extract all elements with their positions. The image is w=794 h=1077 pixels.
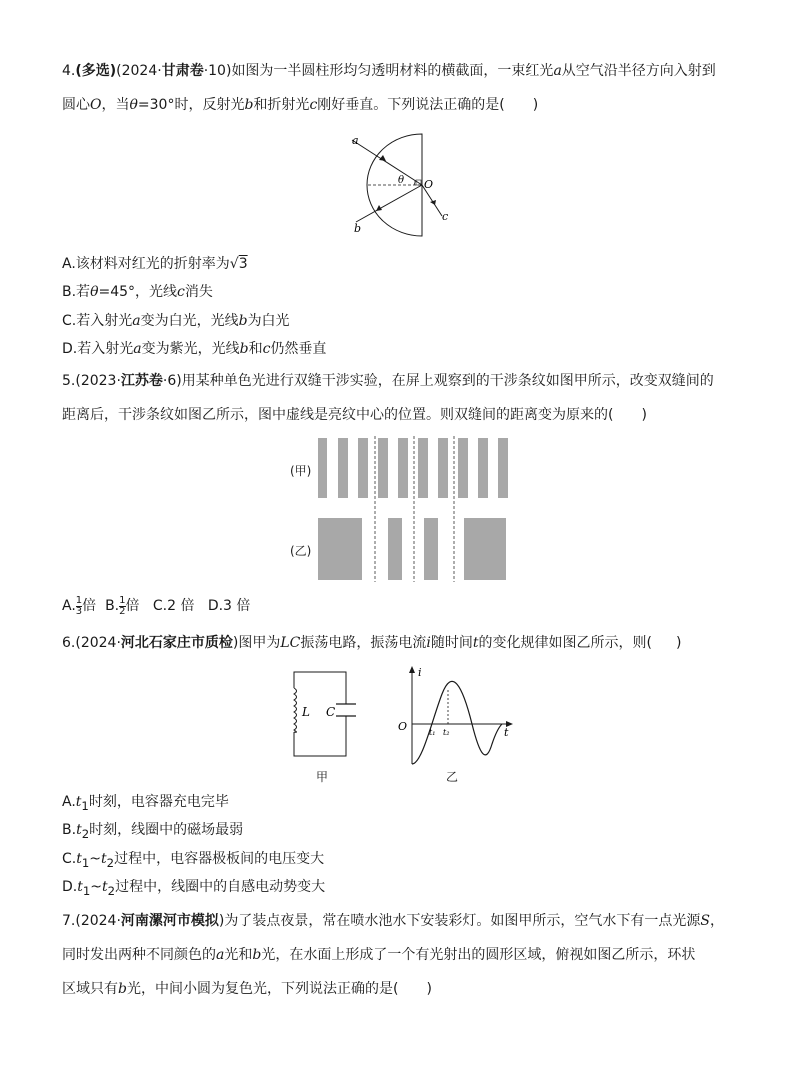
q4-stem-text: =30°时，反射光 bbox=[137, 97, 245, 113]
q7-stem-text: ， bbox=[709, 913, 724, 929]
q7-var-S: S bbox=[700, 913, 710, 929]
q5-stem-text: 用某种单色光进行双缝干涉实验，在屏上观察到的干涉条纹如图甲所示，改变双缝间的 bbox=[181, 373, 714, 389]
q6-option-b[interactable] bbox=[62, 819, 243, 845]
q4-option-d-text: 和 bbox=[248, 341, 263, 357]
q6-stem-text: 振荡电路，振荡电流 bbox=[300, 635, 427, 651]
label-theta: θ bbox=[398, 175, 405, 186]
fringe-pattern-jia bbox=[318, 438, 508, 498]
q6-source: 河北石家庄市质检 bbox=[120, 635, 233, 651]
numerator: 1 bbox=[75, 594, 83, 606]
q6-option-b-label: B. bbox=[62, 822, 77, 838]
numerator: 1 bbox=[119, 594, 126, 606]
q4-option-c-a: a bbox=[132, 313, 141, 329]
fringe-bar-jia bbox=[338, 438, 348, 498]
q6-option-d-label: D. bbox=[62, 879, 78, 895]
q4-stem-text: 从空气沿半径方向入射到 bbox=[561, 63, 716, 79]
q6-option-c-label: C. bbox=[62, 851, 77, 867]
q6-option-d-t2: t bbox=[102, 879, 108, 895]
q4-option-b-theta: θ bbox=[90, 284, 99, 300]
q4-option-d-c: c bbox=[262, 341, 271, 357]
q6-option-c-t2: t bbox=[101, 851, 107, 867]
label-C: C bbox=[326, 705, 336, 719]
q4-option-a-radicand: 3 bbox=[238, 256, 248, 272]
q4-option-b-text: =45°，光线 bbox=[98, 284, 178, 300]
q4-stem-text: ，当 bbox=[101, 97, 130, 113]
q6-option-c[interactable] bbox=[62, 848, 324, 874]
q7-stem-text: 光，在水面上形成了一个有光射出的圆形区域，俯视如图乙所示，环状 bbox=[261, 947, 696, 963]
q5-stem bbox=[62, 364, 738, 432]
q4-var-theta: θ bbox=[129, 97, 138, 113]
label-b: b bbox=[354, 222, 362, 235]
q4-option-c-text: 为白光 bbox=[247, 313, 290, 329]
q6-option-d[interactable] bbox=[62, 876, 325, 902]
q6-option-d-t1: t bbox=[77, 879, 83, 895]
q6-option-a-text: 时刻，电容器充电完毕 bbox=[88, 794, 229, 810]
q6-stem-text: 图甲为 bbox=[238, 635, 281, 651]
q5-source-post: ·6) bbox=[162, 373, 182, 389]
q5-label-jia: (甲) bbox=[290, 464, 312, 478]
q5-option-b-unit: 倍 bbox=[125, 598, 140, 614]
q5-source: 江苏卷 bbox=[120, 373, 163, 389]
fringe-bar-jia bbox=[478, 438, 488, 498]
q4-option-c-b: b bbox=[238, 313, 248, 329]
q7-stem-text: 光，中间小圆为复色光，下列说法正确的是( bbox=[126, 981, 399, 997]
q4-option-d-a: a bbox=[133, 341, 142, 357]
reflected-ray-b bbox=[356, 185, 422, 222]
q4-option-b[interactable] bbox=[62, 281, 213, 303]
q7-stem bbox=[62, 904, 738, 1006]
q6-option-d-tilde: ~ bbox=[90, 879, 103, 895]
q7-source-pre: (2024· bbox=[75, 913, 121, 929]
fringe-bar-jia bbox=[378, 438, 388, 498]
current-curve bbox=[412, 681, 502, 764]
q5-stem-text: ) bbox=[641, 407, 647, 423]
q6-var-LC: LC bbox=[280, 635, 301, 651]
q4-option-d-text: 仍然垂直 bbox=[270, 341, 327, 357]
q4-option-c-text: C.若入射光 bbox=[62, 313, 133, 329]
q6-option-c-tilde: ~ bbox=[89, 851, 102, 867]
q6-stem bbox=[62, 626, 738, 660]
q4-option-d-b: b bbox=[239, 341, 249, 357]
q7-var-b: b bbox=[252, 947, 262, 963]
label-O: O bbox=[398, 720, 408, 733]
q7-stem-text: ) bbox=[426, 981, 432, 997]
q7-var-b: b bbox=[118, 981, 127, 997]
q4-stem-text: 刚好垂直。下列说法正确的是( bbox=[317, 97, 505, 113]
fringe-bar-yi bbox=[318, 518, 362, 580]
label-a: a bbox=[352, 134, 359, 147]
q5-option-a-unit: 倍 bbox=[82, 598, 97, 614]
fringe-bar-yi bbox=[464, 518, 506, 580]
q4-stem-text: 圆心 bbox=[62, 97, 90, 113]
q5-options bbox=[62, 594, 250, 618]
denominator: 2 bbox=[119, 605, 126, 617]
q4-stem-text: 如图为一半圆柱形均匀透明材料的横截面，一束红光 bbox=[231, 63, 554, 79]
q5-option-a-label: A. bbox=[62, 598, 76, 614]
label-i: i bbox=[418, 666, 422, 679]
q4-number: 4. bbox=[62, 63, 76, 79]
q7-stem-text: 为了装点夜景，常在喷水池水下安装彩灯。如图甲所示，空气水下有一点光源 bbox=[224, 913, 701, 929]
q6-option-b-t: t bbox=[76, 822, 82, 838]
q5-option-c[interactable]: C.2 倍 bbox=[152, 598, 195, 614]
q4-var-c: c bbox=[309, 97, 318, 113]
q4-var-O: O bbox=[90, 97, 102, 113]
q6-option-d-sub1: 1 bbox=[82, 883, 91, 898]
q6-current-graph-figure bbox=[396, 664, 516, 768]
inductor-coil bbox=[294, 688, 297, 732]
q4-option-b-c: c bbox=[177, 284, 185, 300]
q5-option-d[interactable]: D.3 倍 bbox=[207, 598, 251, 614]
label-t2: t₂ bbox=[443, 728, 450, 737]
q4-source-post: ·10) bbox=[203, 63, 232, 79]
q4-var-b: b bbox=[244, 97, 254, 113]
q5-label-yi: (乙) bbox=[290, 544, 312, 558]
q4-option-d-text: D.若入射光 bbox=[62, 341, 134, 357]
q4-var-a: a bbox=[553, 63, 562, 79]
fringe-bar-yi bbox=[388, 518, 402, 580]
fringe-bar-jia bbox=[458, 438, 468, 498]
fringe-bar-jia bbox=[438, 438, 448, 498]
q7-source-post: ) bbox=[218, 913, 225, 929]
circuit-wire-bottom bbox=[294, 716, 346, 756]
q4-option-c[interactable] bbox=[62, 310, 290, 332]
q4-option-c-text: 变为白光，光线 bbox=[140, 313, 239, 329]
q4-source-pre: (2024· bbox=[116, 63, 162, 79]
sqrt-symbol: √ bbox=[229, 256, 239, 272]
q4-option-a[interactable] bbox=[62, 253, 248, 275]
q6-stem-text: ) bbox=[675, 635, 682, 651]
q4-option-a-text: A.该材料对红光的折射率为 bbox=[62, 256, 230, 272]
label-c: c bbox=[442, 210, 449, 223]
q6-option-b-sub: 2 bbox=[81, 826, 90, 841]
q4-stem-text: 和折射光 bbox=[253, 97, 310, 113]
q6-option-d-sub2: 2 bbox=[107, 883, 116, 898]
fringe-bar-jia bbox=[418, 438, 428, 498]
q7-source: 河南漯河市模拟 bbox=[120, 913, 219, 929]
i-axis-arrow bbox=[409, 666, 415, 673]
fringe-bar-jia bbox=[358, 438, 368, 498]
q6-var-i: i bbox=[426, 635, 431, 651]
q6-stem-text: 的变化规律如图乙所示，则( bbox=[478, 635, 652, 651]
q4-semicircle-figure bbox=[338, 130, 468, 242]
q6-stem-text: 随时间 bbox=[430, 635, 473, 651]
q6-option-a-t: t bbox=[75, 794, 82, 810]
q4-stem bbox=[62, 54, 738, 122]
q4-option-d-text: 变为紫光，光线 bbox=[141, 341, 240, 357]
q6-option-a-sub: 1 bbox=[81, 798, 89, 813]
q6-option-a[interactable] bbox=[62, 791, 229, 817]
label-L: L bbox=[302, 705, 310, 719]
fringe-pattern-yi bbox=[318, 518, 506, 580]
q6-number: 6. bbox=[62, 635, 76, 651]
q5-number: 5. bbox=[62, 373, 76, 389]
q6-option-c-sub2: 2 bbox=[106, 855, 115, 870]
q6-option-a-label: A. bbox=[62, 794, 76, 810]
label-t1: t₁ bbox=[429, 728, 436, 737]
fringe-bar-yi bbox=[424, 518, 438, 580]
circuit-wire-top bbox=[294, 672, 346, 704]
q6-caption-jia: 甲 bbox=[316, 770, 329, 784]
q6-option-d-text: 过程中，线圈中的自感电动势变大 bbox=[115, 879, 326, 895]
fringe-bar-jia bbox=[398, 438, 408, 498]
q5-option-b[interactable] bbox=[105, 594, 140, 617]
denominator: 3 bbox=[75, 605, 83, 617]
q6-caption-yi: 乙 bbox=[446, 770, 459, 784]
q6-option-c-sub1: 1 bbox=[81, 855, 90, 870]
q5-option-a[interactable] bbox=[62, 594, 97, 617]
label-O: O bbox=[424, 178, 434, 191]
q6-option-c-text: 过程中，电容器极板间的电压变大 bbox=[114, 851, 325, 867]
label-t: t bbox=[504, 726, 509, 739]
q7-var-a: a bbox=[216, 947, 225, 963]
q4-source: 甘肃卷 bbox=[161, 63, 204, 79]
q5-option-b-label: B. bbox=[105, 598, 120, 614]
refracted-arrow bbox=[430, 200, 436, 205]
q7-number: 7. bbox=[62, 913, 76, 929]
fringe-bar-jia bbox=[318, 438, 327, 498]
q6-var-t: t bbox=[472, 635, 479, 651]
q4-stem-text: ) bbox=[532, 97, 539, 113]
q6-option-c-t1: t bbox=[76, 851, 82, 867]
incident-ray-a bbox=[352, 140, 422, 185]
q6-source-post: ) bbox=[232, 635, 239, 651]
q4-multi-tag: (多选) bbox=[75, 63, 117, 79]
q4-option-d[interactable] bbox=[62, 338, 326, 360]
q4-option-b-text: 消失 bbox=[184, 284, 213, 300]
q5-stem-text: 距离后，干涉条纹如图乙所示，图中虚线是亮纹中心的位置。则双缝间的距离变为原来的( bbox=[62, 407, 614, 423]
q7-stem-text: 光和 bbox=[224, 947, 253, 963]
q7-stem-text: 区域只有 bbox=[62, 981, 118, 997]
fringe-bar-jia bbox=[498, 438, 508, 498]
q6-option-b-text: 时刻，线圈中的磁场最弱 bbox=[89, 822, 244, 838]
q5-fringe-figure bbox=[318, 436, 508, 582]
q4-option-b-text: B.若 bbox=[62, 284, 91, 300]
q7-stem-text: 同时发出两种不同颜色的 bbox=[62, 947, 216, 963]
q6-source-pre: (2024· bbox=[75, 635, 121, 651]
q5-source-pre: (2023· bbox=[75, 373, 121, 389]
q6-lc-circuit-figure bbox=[286, 668, 362, 760]
